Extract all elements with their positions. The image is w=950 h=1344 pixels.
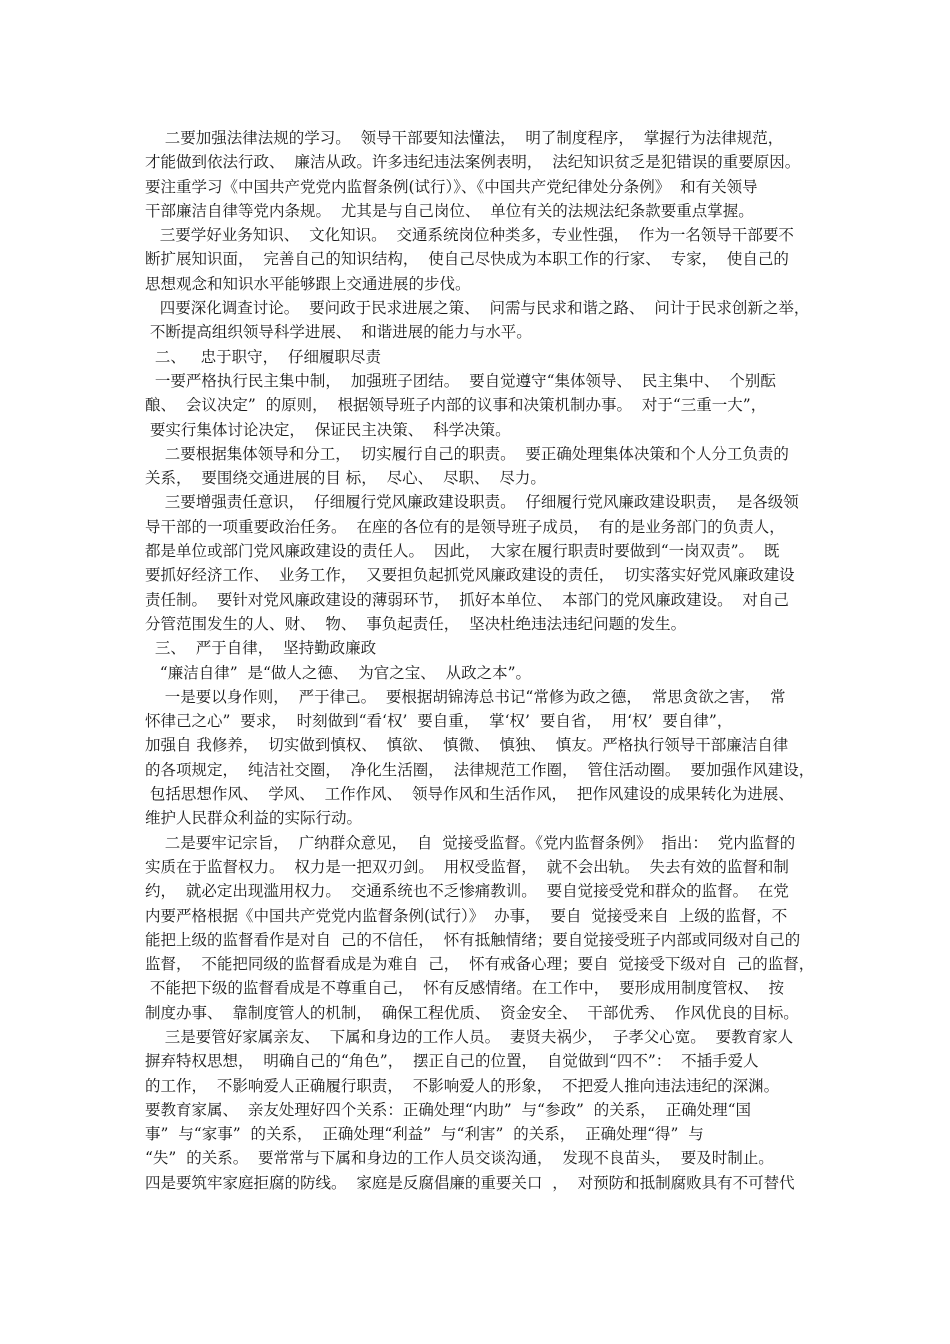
- text-line: 维护人民群众利益的实际行动。: [145, 809, 363, 828]
- text-line: 能把上级的监督看作是对自 己的不信任， 怀有抵触情绪；要自觉接受班子内部或同级对自己的: [145, 930, 801, 949]
- text-line: 关系， 要围绕交通进展的目 标， 尽心、 尽职、 尽力。: [145, 469, 546, 488]
- text-line: 三要增强责任意识， 仔细履行党风廉政建设职责。 仔细履行党风廉政建设职责， 是各级领: [145, 493, 799, 512]
- text-line: 不断提高组织领导科学进展、 和谐进展的能力与水平。: [145, 323, 532, 342]
- text-line: 包括思想作风、 学风、 工作作风、 领导作风和生活作风， 把作风建设的成果转化为进展、: [145, 785, 794, 804]
- text-line: 一要严格执行民主集中制， 加强班子团结。 要自觉遵守“集体领导、 民主集中、 个别酝: [145, 371, 776, 390]
- text-line: 内要严格根据《中国共产党党内监督条例(试行）》 办事， 要自 觉接受来自 上级的监督，不: [145, 906, 788, 925]
- text-line: 干部廉洁自律等党内条规。 尤其是与自己岗位、 单位有关的法规法纪条款要重点掌握。: [145, 201, 754, 220]
- text-line: 思想观念和知识水平能够跟上交通进展的步伐。: [145, 274, 471, 293]
- text-line: 二要根据集体领导和分工， 切实履行自己的职责。 要正确处理集体决策和个人分工负责的: [145, 444, 789, 463]
- text-line: 要注重学习《中国共产党党内监督条例(试行）》、《中国共产党纪律处分条例》 和有关领导: [145, 177, 758, 196]
- section-heading: 二、 忠于职守， 仔细履职尽责: [145, 347, 381, 366]
- text-line: 要抓好经济工作、 业务工作， 又要担负起抓党风廉政建设的责任， 切实落实好党风廉政建设: [145, 566, 795, 585]
- text-line: 责任制。 要针对党风廉政建设的薄弱环节， 抓好本单位、 本部门的党风廉政建设。 对自己: [145, 590, 789, 609]
- text-line: 的各项规定， 纯洁社交圈， 净化生活圈， 法律规范工作圈， 管住活动圈。 要加强作风建设，: [145, 760, 815, 779]
- section-heading: 三、 严于自律， 坚持勤政廉政: [145, 639, 377, 658]
- text-line: “失” 的关系。 要常常与下属和身边的工作人员交谈沟通， 发现不良苗头， 要及时制止。: [145, 1149, 774, 1168]
- text-line: 四是要筑牢家庭拒腐的防线。 家庭是反腐倡廉的重要关口 ， 对预防和抵制腐败具有不可替代: [145, 1173, 795, 1192]
- text-line: “廉洁自律” 是“做人之德、 为官之宝、 从政之本”。: [145, 663, 532, 682]
- text-line: 酿、 会议决定” 的原则， 根据领导班子内部的议事和决策机制办事。 对于“三重一大”，: [145, 396, 767, 415]
- text-line: 要教育家属、 亲友处理好四个关系：正确处理“内助” 与“参政” 的关系， 正确处理“国: [145, 1100, 752, 1119]
- text-line: 三要学好业务知识、 文化知识。 交通系统岗位种类多，专业性强， 作为一名领导干部要不: [145, 226, 794, 245]
- text-line: 事” 与“家事” 的关系， 正确处理“利益” 与“利害” 的关系， 正确处理“得” 与: [145, 1125, 704, 1144]
- text-line: 加强自 我修养， 切实做到慎权、 慎欲、 慎微、 慎独、 慎友。严格执行领导干部廉洁自律: [145, 736, 789, 755]
- text-line: 二是要牢记宗旨， 广纳群众意见， 自 觉接受监督。《党内监督条例》 指出： 党内监督的: [145, 833, 796, 852]
- text-line: 三是要管好家属亲友、 下属和身边的工作人员。 妻贤夫祸少， 子孝父心宽。 要教育家人: [145, 1027, 794, 1046]
- document-body: [145, 126, 815, 1195]
- text-line: 都是单位或部门党风廉政建设的责任人。 因此， 大家在履行职责时要做到“一岗双责”。 既: [145, 542, 780, 561]
- text-line: 约， 就必定出现滥用权力。 交通系统也不乏惨痛教训。 要自觉接受党和群众的监督。 在党: [145, 882, 789, 901]
- text-line: 断扩展知识面， 完善自己的知识结构， 使自己尽快成为本职工作的行家、 专家， 使自己的: [145, 250, 789, 269]
- text-line: 一是要以身作则， 严于律己。 要根据胡锦涛总书记“常修为政之德， 常思贪欲之害， 常: [145, 687, 786, 706]
- text-line: 分管范围发生的人、财、 物、 事负起责任， 坚决杜绝违法违纪问题的发生。: [145, 614, 687, 633]
- text-line: 四要深化调查讨论。 要问政于民求进展之策、 问需与民求和谐之路、 问计于民求创新之举，: [145, 299, 810, 318]
- text-line: 二要加强法律法规的学习。 领导干部要知法懂法， 明了制度程序， 掌握行为法律规范，: [145, 129, 784, 147]
- text-line: 监督， 不能把同级的监督看成是为难自 己， 怀有戒备心理；要自 觉接受下级对自 己的监督，: [145, 955, 815, 974]
- text-line: 的工作， 不影响爱人正确履行职责， 不影响爱人的形象， 不把爱人推向违法违纪的深渊。: [145, 1076, 780, 1095]
- text-line: 要实行集体讨论决定， 保证民主决策、 科学决策。: [145, 420, 511, 439]
- text-line: 不能把下级的监督看成是不尊重自己， 怀有反感情绪。在工作中， 要形成用制度管权、 按: [145, 979, 784, 998]
- text-line: 导干部的一项重要政治任务。 在座的各位有的是领导班子成员， 有的是业务部门的负责人，: [145, 517, 785, 536]
- text-line: 才能做到依法行政、 廉洁从政。许多违纪违法案例表明， 法纪知识贫乏是犯错误的重要原因。: [145, 153, 801, 172]
- text-line: 实质在于监督权力。 权力是一把双刃剑。 用权受监督， 就不会出轨。 失去有效的监督和制: [145, 857, 789, 876]
- text-line: 制度办事、 靠制度管人的机制， 确保工程优质、 资金安全、 干部优秀、 作风优良的目标。: [145, 1003, 799, 1022]
- text-line: 怀律己之心” 要求， 时刻做到“看‘权’ 要自重， 掌‘权’ 要自省， 用‘权’ 要自律”，: [145, 712, 733, 731]
- text-line: 摒弃特权思想， 明确自己的“角色”， 摆正自己的位置， 自觉做到“四不”： 不插手爱人: [145, 1052, 759, 1071]
